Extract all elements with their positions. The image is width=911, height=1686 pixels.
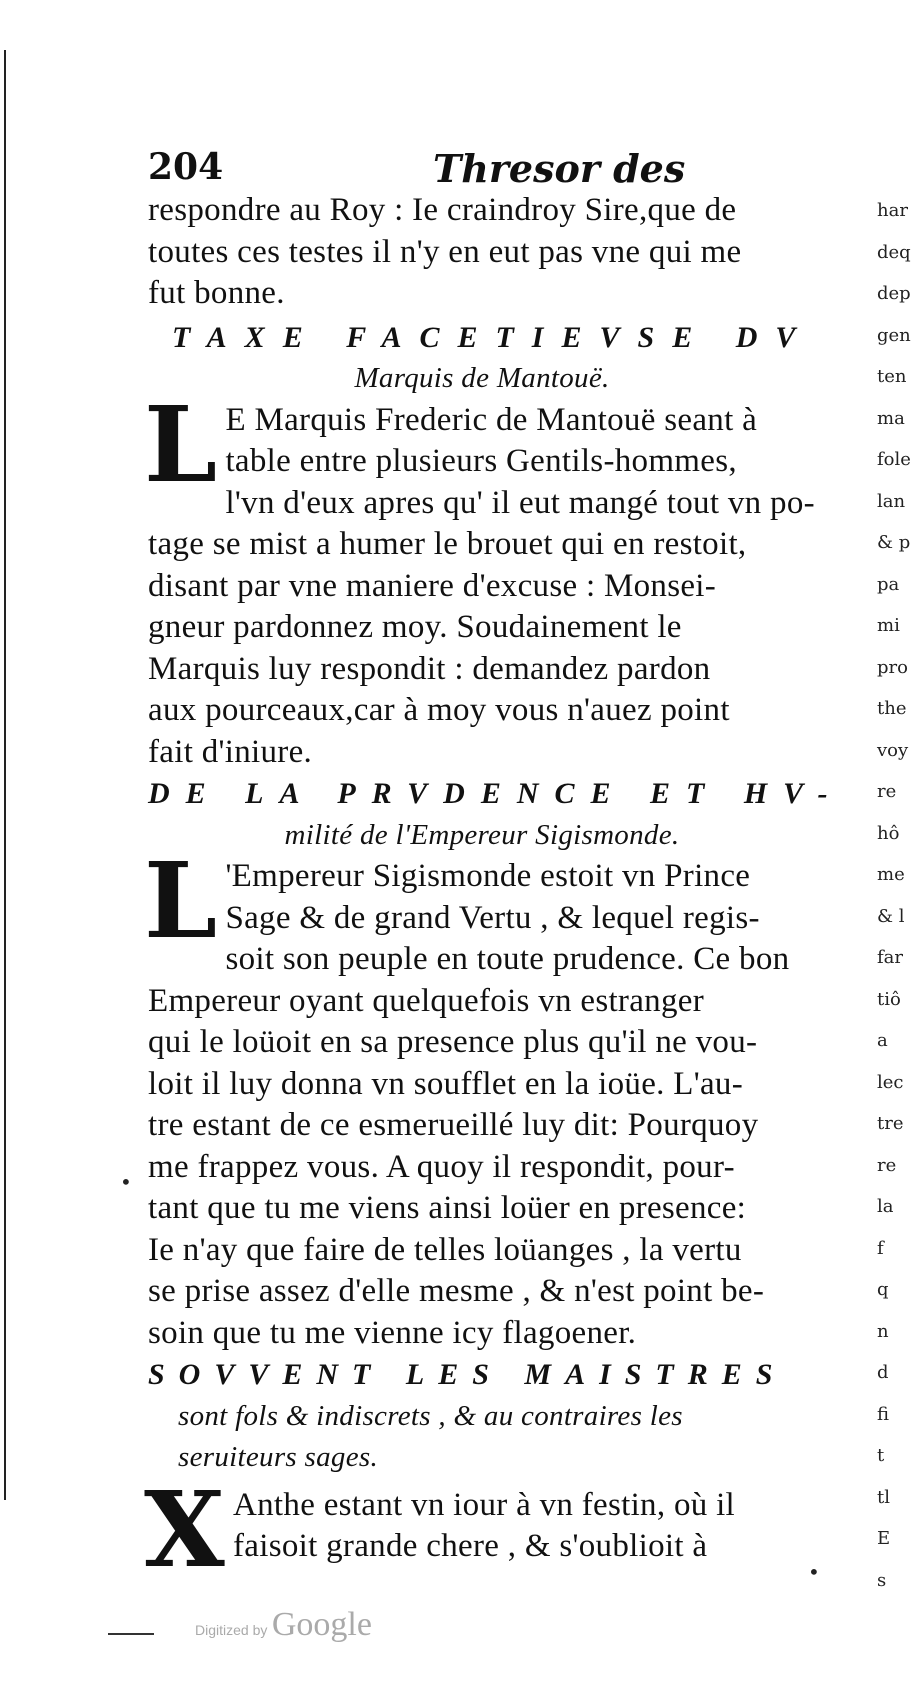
section-subtitle: seruiteurs sages. bbox=[178, 1441, 379, 1473]
margin-fragment: tre bbox=[877, 1113, 904, 1134]
body-line: disant par vne maniere d'excuse : Monsei- bbox=[148, 567, 717, 604]
body-line: tant que tu me viens ainsi loüer en presence: bbox=[148, 1190, 747, 1226]
page-edge-line bbox=[4, 50, 6, 1500]
margin-fragment: fole bbox=[877, 449, 911, 470]
margin-fragment: hô bbox=[877, 822, 900, 844]
body-line: qui le loüoit en sa presence plus qu'il ne vou- bbox=[148, 1024, 758, 1060]
section-paragraph bbox=[144, 382, 816, 774]
margin-fragment: re bbox=[877, 781, 897, 802]
footer-rule bbox=[108, 1633, 154, 1635]
margin-fragment: d bbox=[877, 1362, 889, 1383]
body-line: faisoit grande chere , & s'oublioit à bbox=[233, 1528, 708, 1564]
body-line: loit il luy donna vn soufflet en la ioüe. L'au- bbox=[148, 1065, 743, 1102]
margin-fragment: q bbox=[877, 1279, 889, 1300]
body-line: table entre plusieurs Gentils-hommes, bbox=[225, 443, 737, 479]
section-subtitle: Marquis de Mantouë. bbox=[354, 362, 610, 394]
margin-fragment: & l bbox=[877, 905, 905, 927]
margin-fragment: deq bbox=[877, 241, 911, 263]
body-line: l'vn d'eux apres qu' il eut mangé tout vn po- bbox=[225, 484, 815, 521]
body-line: E Marquis Frederic de Mantouë seant à bbox=[225, 401, 758, 438]
margin-fragment: dep bbox=[877, 283, 911, 304]
margin-fragment: t bbox=[877, 1445, 885, 1466]
body-text bbox=[144, 190, 844, 1591]
watermark-prefix: Digitized by bbox=[195, 1622, 268, 1638]
body-line: tre estant de ce esmerueillé luy dit: Pourquoy bbox=[148, 1107, 759, 1143]
drop-cap: L bbox=[144, 382, 218, 506]
margin-fragment: the bbox=[877, 698, 907, 719]
section-subtitle: sont fols & indiscrets , & au contraires les bbox=[178, 1399, 683, 1432]
body-line: Sage & de grand Vertu , & lequel regis- bbox=[225, 899, 760, 936]
margin-fragment: a bbox=[877, 1030, 888, 1051]
margin-fragment: voy bbox=[877, 739, 909, 761]
body-line: se prise assez d'elle mesme , & n'est point be- bbox=[148, 1273, 765, 1309]
margin-fragment: s bbox=[877, 1569, 887, 1591]
body-line: me frappez vous. A quoy il respondit, pour- bbox=[148, 1148, 735, 1185]
body-line: 'Empereur Sigismonde estoit vn Prince bbox=[225, 858, 751, 894]
margin-fragment: mi bbox=[877, 615, 900, 636]
page-header bbox=[148, 146, 816, 196]
digitization-watermark bbox=[195, 1606, 372, 1644]
ink-mark: • bbox=[808, 1560, 820, 1584]
section-subtitle: milité de l'Empereur Sigismonde. bbox=[284, 818, 680, 851]
margin-fragment: ma bbox=[877, 407, 905, 429]
drop-cap: X bbox=[144, 1467, 225, 1591]
body-line: fait d'iniure. bbox=[148, 733, 313, 770]
body-line: tage se mist a humer le brouet qui en restoit, bbox=[148, 526, 747, 562]
adjacent-page-fragments bbox=[877, 190, 911, 1601]
margin-fragment: pro bbox=[877, 656, 908, 678]
body-line: Ie n'ay que faire de telles loüanges , la vertu bbox=[148, 1231, 742, 1268]
body-line: aux pourceaux,car à moy vous n'auez point bbox=[148, 692, 730, 728]
running-head: Thresor des bbox=[433, 146, 686, 191]
margin-fragment: ten bbox=[877, 366, 907, 387]
margin-fragment: & p bbox=[877, 532, 911, 553]
margin-fragment: pa bbox=[877, 573, 900, 595]
body-line: respondre au Roy : Ie craindroy Sire,que de bbox=[148, 192, 737, 228]
ink-mark: • bbox=[120, 1170, 132, 1194]
margin-fragment: n bbox=[877, 1320, 889, 1342]
drop-cap: L bbox=[144, 839, 218, 962]
margin-fragment: fi bbox=[877, 1403, 890, 1425]
margin-fragment: har bbox=[877, 200, 908, 221]
section-title: SOVVENT LES MAISTRES bbox=[148, 1358, 787, 1391]
page-number: 204 bbox=[148, 146, 224, 188]
margin-fragment: re bbox=[877, 1154, 897, 1176]
body-line: Anthe estant vn iour à vn festin, où il bbox=[233, 1486, 736, 1523]
body-line: toutes ces testes il n'y en eut pas vne qui me bbox=[148, 233, 742, 270]
section-title: DE LA PRVDENCE ET HV- bbox=[148, 777, 844, 810]
margin-fragment: far bbox=[877, 947, 903, 968]
margin-fragment: lec bbox=[877, 1071, 904, 1093]
body-line: soit son peuple en toute prudence. Ce bon bbox=[225, 941, 790, 977]
watermark-brand: Google bbox=[271, 1606, 372, 1643]
margin-fragment: me bbox=[877, 864, 905, 885]
section-paragraph bbox=[144, 1467, 816, 1591]
margin-fragment: tiô bbox=[877, 988, 901, 1010]
body-line: soin que tu me vienne icy flagoener. bbox=[148, 1314, 637, 1351]
section-title: TAXE FACETIEVSE DV bbox=[172, 320, 814, 354]
section-paragraph bbox=[144, 839, 816, 1354]
margin-fragment: E bbox=[877, 1528, 891, 1549]
body-line: Marquis luy respondit : demandez pardon bbox=[148, 650, 711, 687]
body-line: fut bonne. bbox=[148, 275, 285, 311]
margin-fragment: gen bbox=[877, 324, 911, 346]
margin-fragment: tl bbox=[877, 1486, 890, 1508]
body-line: Empereur oyant quelquefois vn estranger bbox=[148, 982, 705, 1019]
margin-fragment: f bbox=[877, 1237, 884, 1259]
margin-fragment: lan bbox=[877, 490, 906, 512]
margin-fragment: la bbox=[877, 1196, 894, 1217]
body-line: gneur pardonnez moy. Soudainement le bbox=[148, 609, 682, 645]
